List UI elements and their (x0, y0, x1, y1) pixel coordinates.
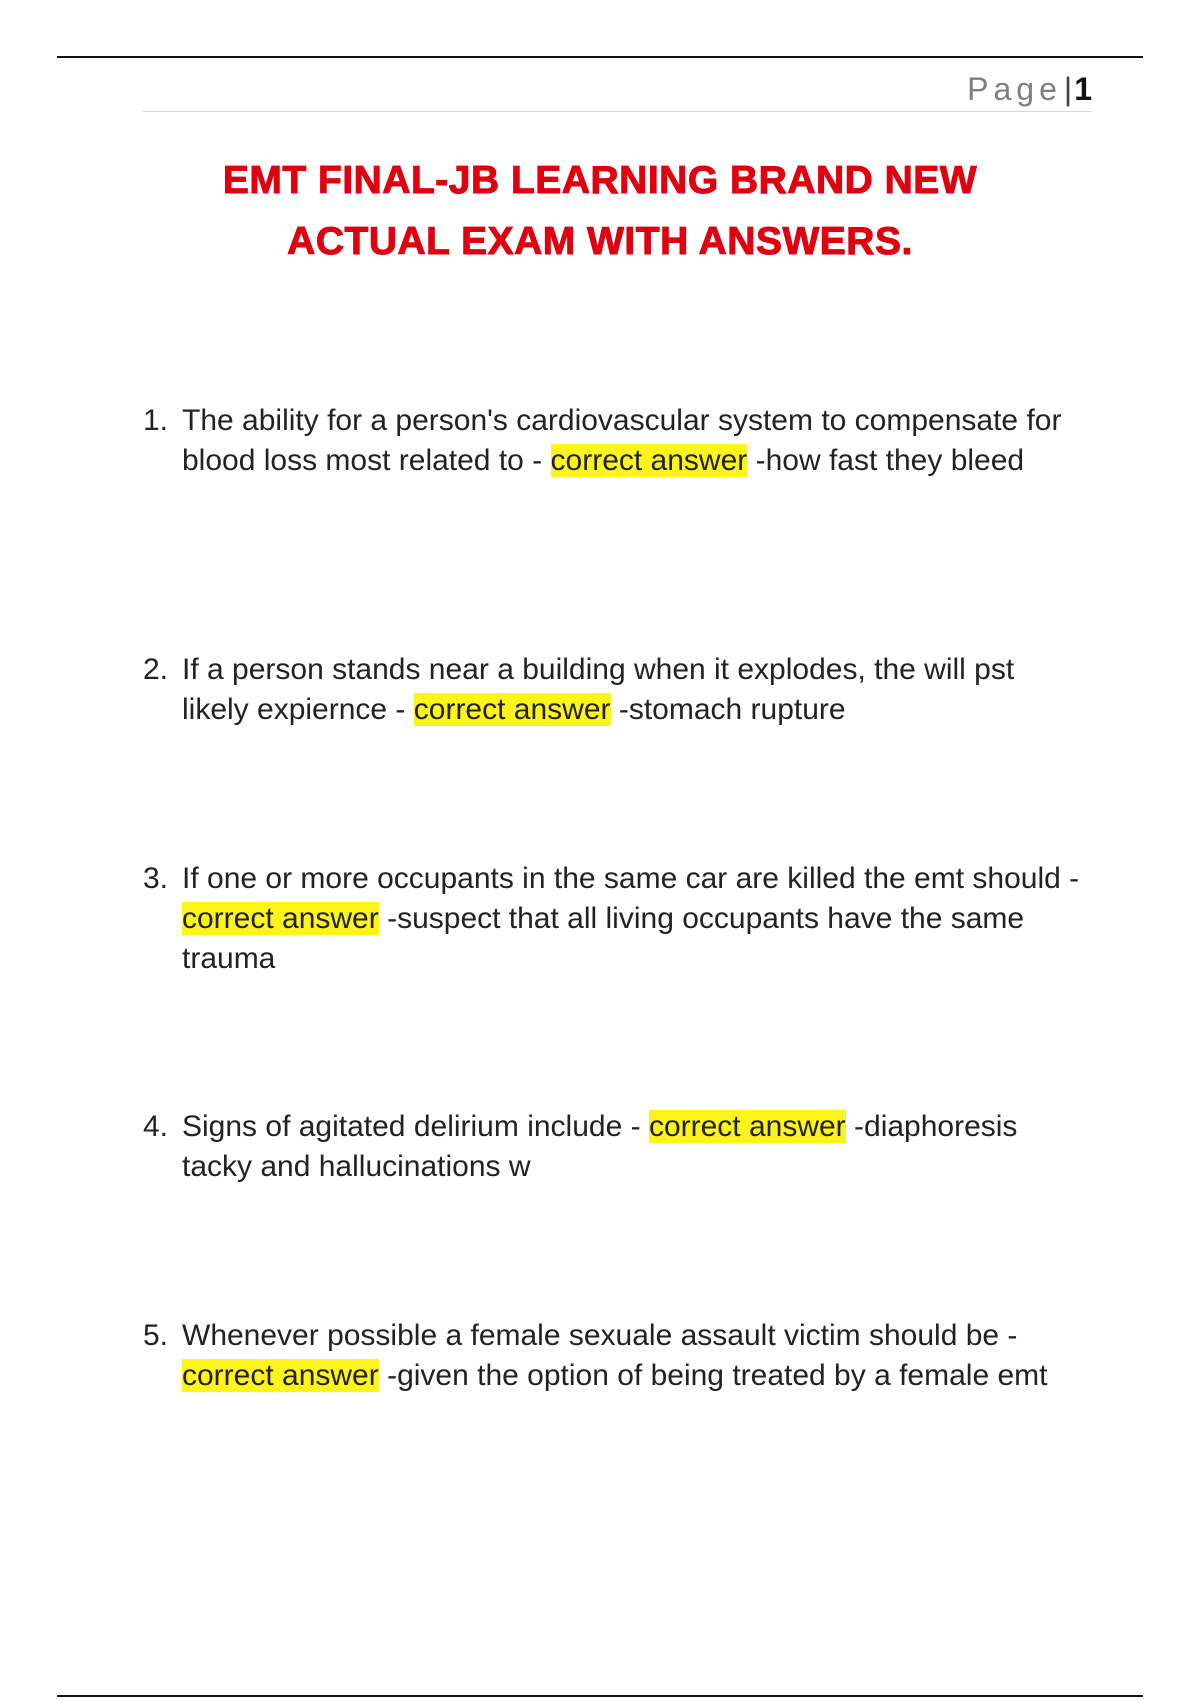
page-header (143, 66, 1092, 112)
question-item-2 (143, 650, 1083, 730)
question-text: If a person stands near a building when it explodes, the will pst likely expiernce - (182, 653, 1015, 726)
question-body (182, 650, 1083, 730)
question-item-3 (143, 859, 1083, 979)
question-body (182, 1316, 1083, 1396)
page-separator: | (1063, 71, 1073, 107)
question-number: 2. (143, 653, 169, 686)
title-line-1: EMT FINAL-JB LEARNING BRAND NEW (222, 159, 978, 202)
question-item-5 (143, 1316, 1083, 1396)
document-title (100, 150, 1100, 272)
answer-text: -given the option of being treated by a female emt (387, 1359, 1048, 1392)
question-text: The ability for a person's cardiovascular system to compensate for blood loss most related to - (182, 404, 1062, 477)
question-text: Signs of agitated delirium include - (182, 1110, 641, 1143)
top-rule (57, 56, 1143, 58)
page-number: 1 (1074, 71, 1092, 107)
answer-label: correct answer (182, 902, 379, 935)
answer-text: -diaphoresis tacky and hallucinations w (182, 1110, 1018, 1183)
question-item-1 (143, 401, 1083, 481)
question-number: 1. (143, 404, 169, 437)
question-number: 3. (143, 862, 169, 895)
question-text: If one or more occupants in the same car are killed the emt should - (182, 862, 1080, 895)
answer-label: correct answer (182, 1359, 379, 1392)
question-number: 5. (143, 1319, 169, 1352)
question-body (182, 1107, 1083, 1187)
answer-label: correct answer (648, 1110, 846, 1143)
title-line-2: ACTUAL EXAM WITH ANSWERS. (287, 220, 913, 263)
bottom-rule (57, 1695, 1143, 1697)
answer-text: -how fast they bleed (755, 444, 1025, 477)
question-body (182, 401, 1083, 481)
question-text: Whenever possible a female sexuale assault victim should be - (182, 1319, 1018, 1352)
question-item-4 (143, 1107, 1083, 1187)
page-label: Page (967, 71, 1062, 107)
answer-label: correct answer (550, 444, 748, 477)
question-number: 4. (143, 1110, 169, 1143)
answer-text: -stomach rupture (618, 693, 846, 726)
answer-label: correct answer (413, 693, 611, 726)
question-body (182, 859, 1083, 979)
answer-text: -suspect that all living occupants have the same trauma (182, 902, 1025, 975)
